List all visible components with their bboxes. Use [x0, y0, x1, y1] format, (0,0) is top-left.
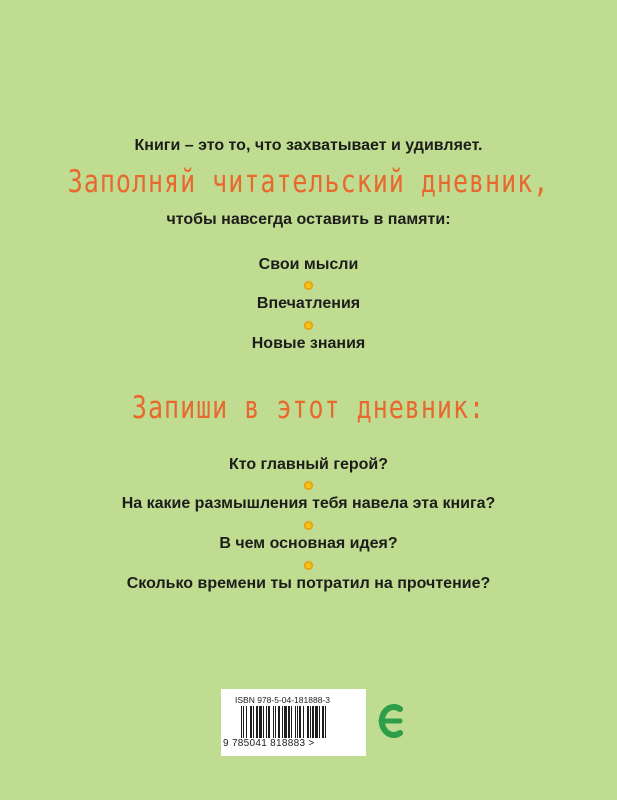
bullet-dot-icon [304, 521, 313, 530]
intro-line-1: Книги – это то, что захватывает и удивляет. [134, 137, 483, 154]
bullet-dot-icon [304, 281, 313, 290]
question-reflections: На какие размышления тебя навела эта книга? [121, 495, 496, 512]
barcode-digits: 9 785041 818883 > [223, 738, 315, 749]
isbn-number: ISBN 978-5-04-181888-3 [235, 695, 330, 705]
headline-fill-diary: Заполняй читательский дневник, [67, 163, 550, 200]
question-hero: Кто главный герой? [228, 456, 389, 473]
bullet-dot-icon [304, 561, 313, 570]
bullet-dot-icon [304, 481, 313, 490]
bullet-dot-icon [304, 321, 313, 330]
publisher-logo-icon [374, 697, 406, 745]
keep-item-knowledge: Новые знания [251, 335, 366, 352]
intro-line-2: чтобы навсегда оставить в памяти: [166, 211, 451, 228]
barcode-bars [241, 706, 351, 738]
question-reading-time: Сколько времени ты потратил на прочтение? [126, 575, 491, 592]
question-main-idea: В чем основная идея? [219, 535, 398, 552]
headline-write-diary: Запиши в этот дневник: [131, 389, 486, 426]
keep-item-impressions: Впечатления [256, 295, 361, 312]
keep-item-thoughts: Свои мысли [258, 256, 359, 273]
isbn-barcode [221, 689, 366, 756]
